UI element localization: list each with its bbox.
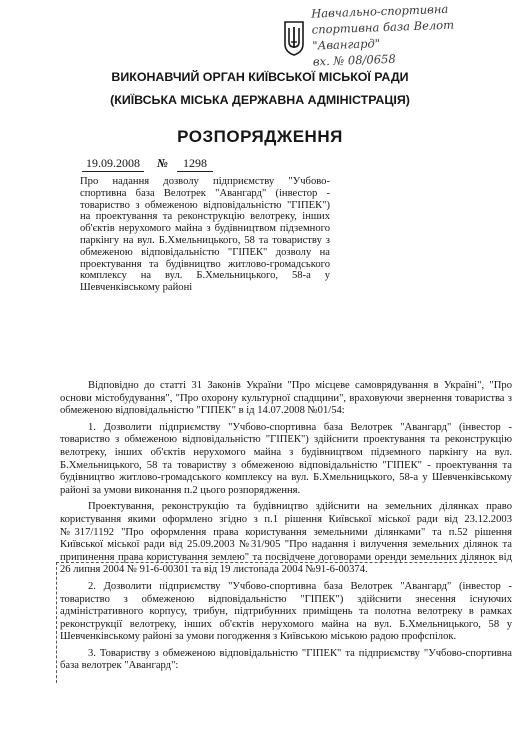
- handwritten-line: вх. № 08/0658: [312, 51, 396, 69]
- document-date: 19.09.2008: [82, 156, 144, 172]
- handwritten-annotation: [311, 0, 519, 70]
- number-sign: №: [157, 156, 168, 170]
- document-subject: Про надання дозволу підприємству "Учбово-спортивна база Велотрек "Авангард" (інвестор - товариство з обмеженою відповідальністю "ГІПЕК") на проектування та реконструкцію велотреку, інших об'єктів нерухомого майна з будівництвом підземного паркінгу на вул. Б.Хмельницького, 58 та товариству з обмеженою відповідальністю "ГІПЕК" дозволу на проектування та будівництво житлово-громадського комплексу на вул. Б.Хмельницького, 58-а у Шевченківському районі: [80, 176, 330, 294]
- organization-subtitle: (КИЇВСЬКА МІСЬКА ДЕРЖАВНА АДМІНІСТРАЦІЯ): [110, 93, 410, 107]
- handwritten-line: Навчально-спортивна: [310, 1, 449, 21]
- organization-title: ВИКОНАВЧИЙ ОРГАН КИЇВСЬКОЇ МІСЬКОЇ РАДИ: [111, 70, 409, 84]
- body-paragraph-1b: Проектування, реконструкцію та будівництво здійснити на земельних ділянках право користування якими оформлено згідно з п.1 рішення Київської міської ради від 23.12.2003 №317/1192 "Про оформлення права користування земельними ділянками" та п.52 рішення Київської міської ради від 25.09.2003 №31/905 "Про надання і вилучення земельних ділянок та припинення права користування землею" та посвідчене договорами оренди земельних ділянок від 26 липня 2004 № 91-6-00301 та від 19 листопада 2004 №91-6-00374.: [60, 501, 512, 576]
- document-type-heading: РОЗПОРЯДЖЕННЯ: [177, 127, 343, 146]
- handwritten-line: "Авангард": [312, 36, 381, 53]
- trident-emblem-icon: [282, 20, 306, 56]
- body-paragraph-intro: Відповідно до статті 31 Законів України "Про місцеве самоврядування в Україні", "Про основи містобудування", "Про охорону культурної спадщини", враховуючи звернення товариства з обмеженою відповідальністю "ГІПЕК" в ід 14.07.2008 №01/54:: [60, 380, 512, 417]
- date-number-line: [82, 156, 213, 172]
- body-paragraph-2: 2. Дозволити підприємству "Учбово-спортивна база Велотрек "Авангард" (інвестор - товариство з обмеженою відповідальністю "ГІПЕК") здійснити знесення існуючих адміністративного корпусу, трибун, підтрибунних приміщень та полотна велотреку в рамках реконструкції велотреку, інших об'єктів нерухомого майна на вул. Б.Хмельницького, 58 у Шевченківському районі за умови погодження з Київською міською радою профспілок.: [60, 580, 512, 643]
- hand-drawn-bracket: [56, 562, 497, 683]
- handwritten-line: спортивна база Велот: [311, 17, 455, 37]
- document-number: 1298: [177, 156, 213, 172]
- body-paragraph-3: 3. Товариству з обмеженою відповідальністю "ГІПЕК" та підприємству "Учбово-спортивна база велотрек "Авангард":: [60, 647, 512, 672]
- body-paragraph-1: 1. Дозволити підприємству "Учбово-спортивна база Велотрек "Авангард" (інвестор - товариство з обмеженою відповідальністю "ГІПЕК") здійснити проектування та реконструкцію велотреку, інших об'єктів нерухомого майна з будівництвом підземного паркінгу на вул. Б.Хмельницького, 58 та товариству з обмеженою відповідальністю "ГІПЕК" - проектування та будівництво житлово-громадського комплексу на вул. Б.Хмельницького, 58-а у Шевченківському районі за умови виконання п.2 цього розпорядження.: [60, 421, 512, 496]
